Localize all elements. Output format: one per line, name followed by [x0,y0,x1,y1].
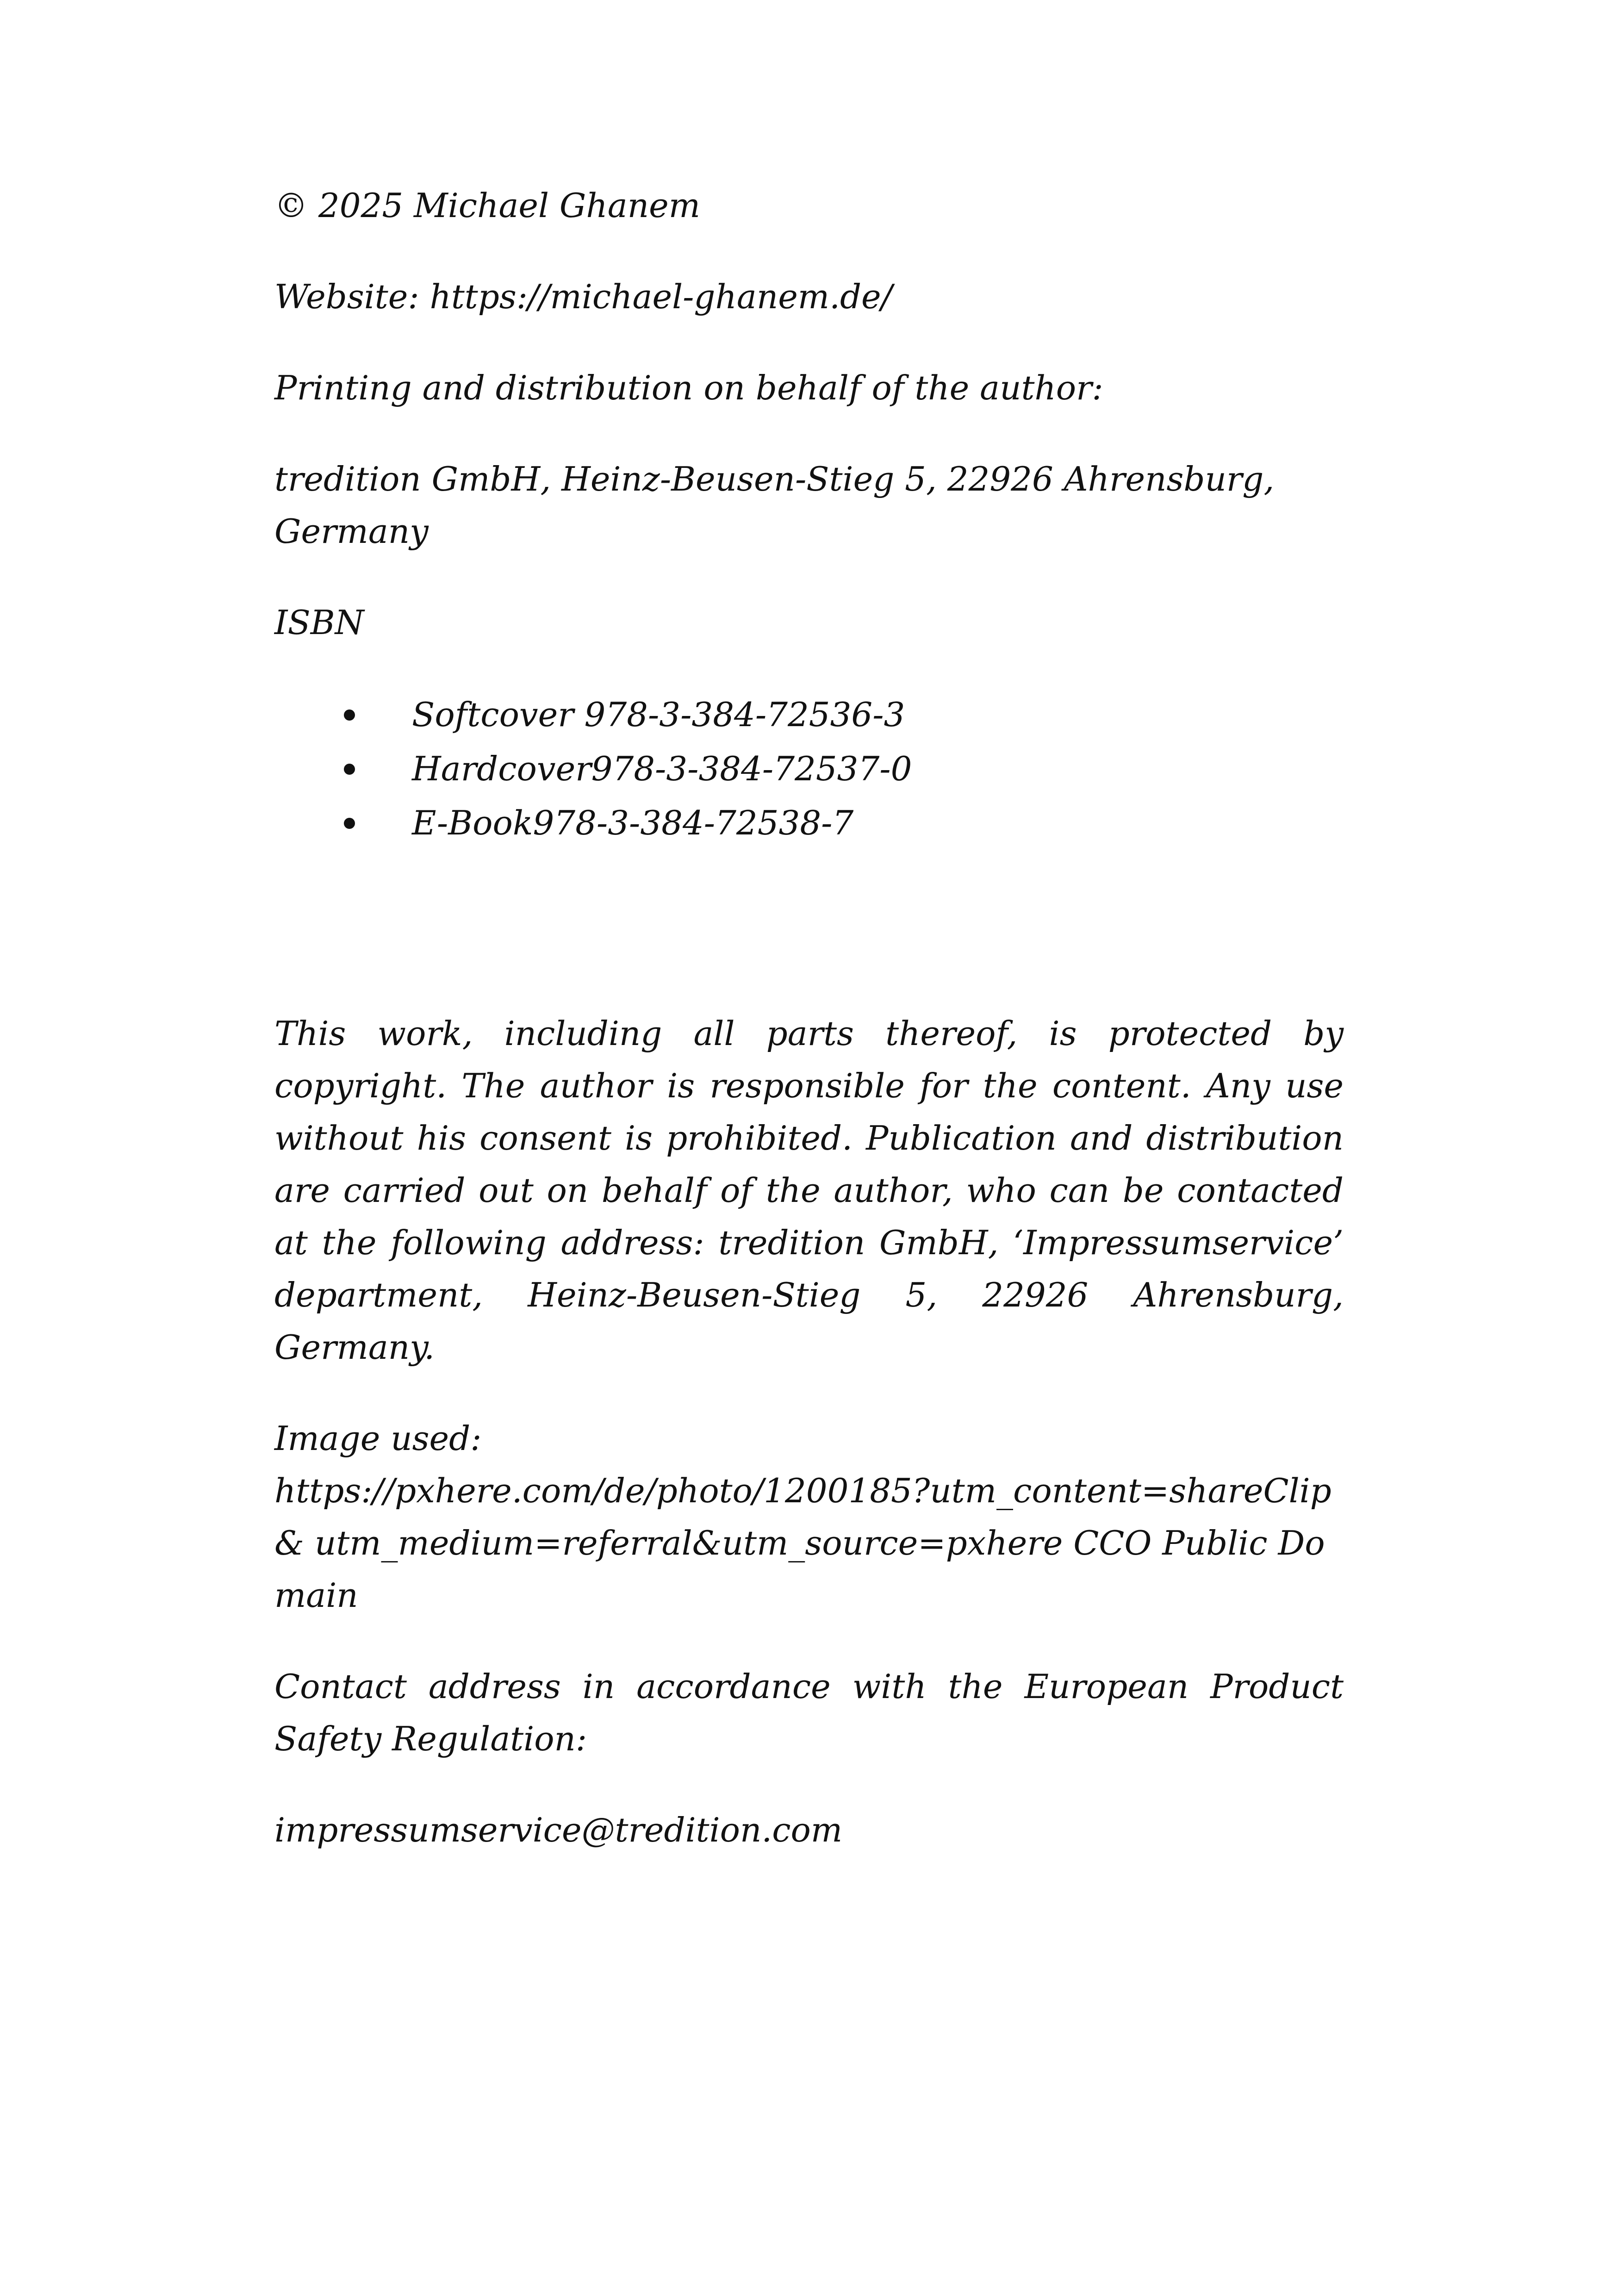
copyright-notice: This work, including all parts thereof, is protected by copyright. The author is responsible for the content. Any use without his consent is prohibited. Publication and distribution are carried out on behalf of the author, who can be contacted at the following address: tredition GmbH, ‘Impressumservice’ department, Heinz-Beusen-Stieg 5, 22926 Ahrensburg, Germany. [274,1014,1344,1367]
isbn-hardcover-text: Hardcover978-3-384-72537-0 [412,749,912,788]
safety-contact-heading: Contact address in accordance with the European Product Safety Regulation: [274,1667,1344,1758]
image-used-label: Image used: [274,1419,482,1458]
website-line: Website: https://michael-ghanem.de/ [274,277,892,316]
isbn-softcover-text: Softcover 978-3-384-72536-3 [412,695,905,734]
isbn-hardcover [274,742,1344,796]
isbn-ebook [274,796,1344,850]
contact-email: impressumservice@tredition.com [274,1811,843,1849]
bullet-icon [344,764,355,775]
isbn-softcover [274,688,1344,742]
image-used-url: https://pxhere.com/de/photo/1200185?utm_content=shareClip& utm_medium=referral&utm_source=pxhere CCO Public Domain [274,1471,1332,1615]
publisher-address: tredition GmbH, Heinz-Beusen-Stieg 5, 22926 Ahrensburg, Germany [274,460,1275,551]
image-credit [274,1412,1344,1622]
bullet-icon [344,709,355,721]
imprint-content [274,180,1344,1895]
bullet-icon [344,818,355,829]
copyright-line: © 2025 Michael Ghanem [274,186,700,225]
isbn-heading: ISBN [274,603,364,642]
printing-heading: Printing and distribution on behalf of the author: [274,368,1103,407]
isbn-ebook-text: E-Book978-3-384-72538-7 [412,803,854,842]
isbn-list [274,688,1344,850]
